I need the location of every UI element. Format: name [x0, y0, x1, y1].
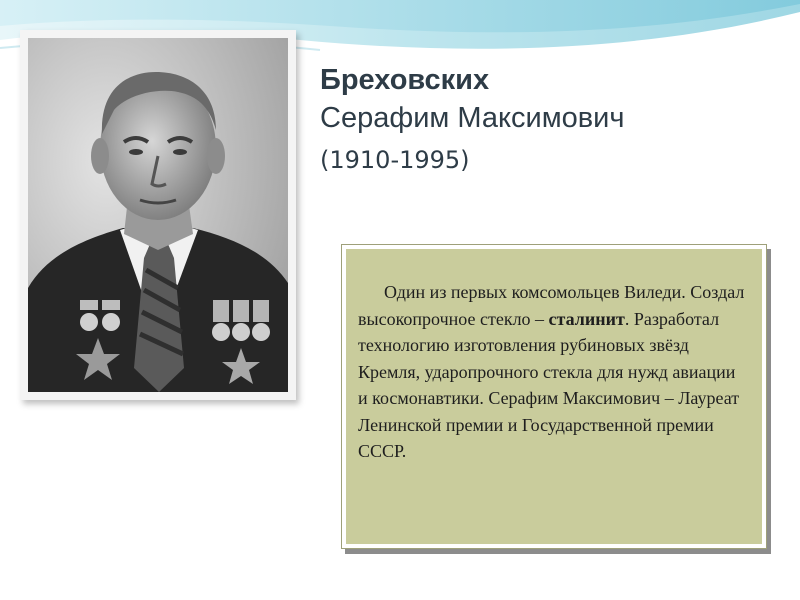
person-surname: Бреховских [320, 64, 490, 96]
biography-text [358, 279, 748, 465]
person-given-name: Серафим Максимович [320, 102, 625, 134]
biography-card [341, 244, 767, 549]
bio-part-1: Один из первых комсомольцев Виледи. Создал высокопрочное стекло – [358, 282, 745, 329]
bio-highlight: сталинит [548, 308, 625, 329]
title-block [320, 62, 625, 182]
life-years: (1910-1995) [320, 146, 470, 174]
portrait-frame [20, 30, 296, 400]
portrait-photo-icon [28, 38, 288, 392]
bio-part-2: . Разработал технологию изготовления рубиновых звёзд Кремля, ударопрочного стекла для нужд авиации и космонавтики. Серафим Максимович – Лауреат Ленинской премии и Государственной премии СССР. [358, 308, 740, 461]
